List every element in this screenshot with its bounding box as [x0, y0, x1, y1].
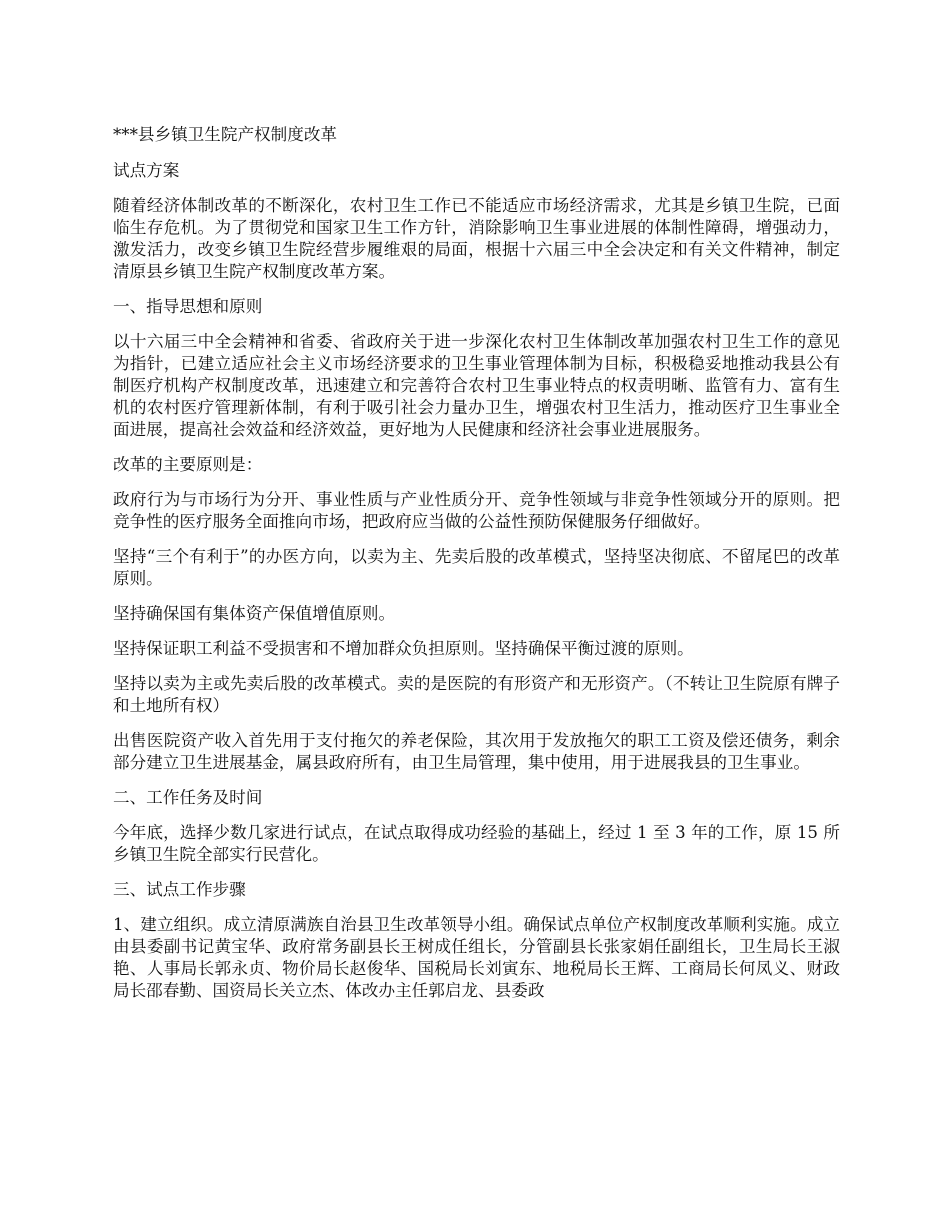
paragraph-principle-1: 政府行为与市场行为分开、事业性质与产业性质分开、竞争性领域与非竞争性领域分开的原则。把竞争性的医疗服务全面推向市场，把政府应当做的公益性预防保健服务仔细做好。: [113, 490, 840, 531]
paragraph-guiding-thought: 以十六届三中全会精神和省委、省政府关于进一步深化农村卫生体制改革加强农村卫生工作的意见为指针，已建立适应社会主义市场经济要求的卫生事业管理体制为目标，积极稳妥地推动我县公有制医疗机构产权制度改革，迅速建立和完善符合农村卫生事业特点的权责明晰、监管有力、富有生机的农村医疗管理新体制，有利于吸引社会力量办卫生，增强农村卫生活力，推动医疗卫生事业全面进展，提高社会效益和经济效益，更好地为人民健康和经济社会事业进展服务。: [113, 332, 840, 439]
section-heading-2: 二、工作任务及时间: [113, 788, 263, 807]
paragraph-principle-5: 坚持以卖为主或先卖后股的改革模式。卖的是医院的有形资产和无形资产。（不转让卫生院原有牌子和土地所有权）: [113, 674, 840, 715]
paragraph-principle-3: 坚持确保国有集体资产保值增值原则。: [113, 604, 396, 623]
paragraph-tasks: 今年底，选择少数几家进行试点，在试点取得成功经验的基础上，经过 1 至 3 年的工作，原 15 所乡镇卫生院全部实行民营化。: [113, 823, 840, 864]
paragraph-step-1: 1、建立组织。成立清原满族自治县卫生改革领导小组。确保试点单位产权制度改革顺利实施。成立由县委副书记黄宝华、政府常务副县长王树成任组长，分管副县长张家娟任副组长，卫生局长王淑艳、人事局长郭永贞、物价局长赵俊华、国税局长刘寅东、地税局长王辉、工商局长何凤义、财政局长邵春勤、国资局长关立杰、体改办主任郭启龙、县委政: [113, 915, 840, 1000]
paragraph-asset-income: 出售医院资产收入首先用于支付拖欠的养老保险，其次用于发放拖欠的职工工资及偿还债务，剩余部分建立卫生进展基金，属县政府所有，由卫生局管理，集中使用，用于进展我县的卫生事业。: [113, 731, 840, 772]
document-subtitle: 试点方案: [113, 161, 180, 180]
paragraph-intro: 随着经济体制改革的不断深化，农村卫生工作已不能适应市场经济需求，尤其是乡镇卫生院，已面临生存危机。为了贯彻党和国家卫生工作方针，消除影响卫生事业进展的体制性障碍，增强动力，激发活力，改变乡镇卫生院经营步履维艰的局面，根据十六届三中全会决定和有关文件精神，制定清原县乡镇卫生院产权制度改革方案。: [113, 196, 840, 281]
section-heading-1: 一、指导思想和原则: [113, 297, 263, 316]
section-heading-3: 三、试点工作步骤: [113, 880, 246, 899]
document-title: ***县乡镇卫生院产权制度改革: [113, 125, 338, 144]
paragraph-principle-4: 坚持保证职工利益不受损害和不增加群众负担原则。坚持确保平衡过渡的原则。: [113, 639, 694, 658]
paragraph-principles-intro: 改革的主要原则是：: [113, 455, 263, 474]
document-body: [113, 124, 840, 1002]
paragraph-principle-2: 坚持“三个有利于”的办医方向，以卖为主、先卖后股的改革模式，坚持坚决彻底、不留尾巴的改革原则。: [113, 547, 840, 588]
